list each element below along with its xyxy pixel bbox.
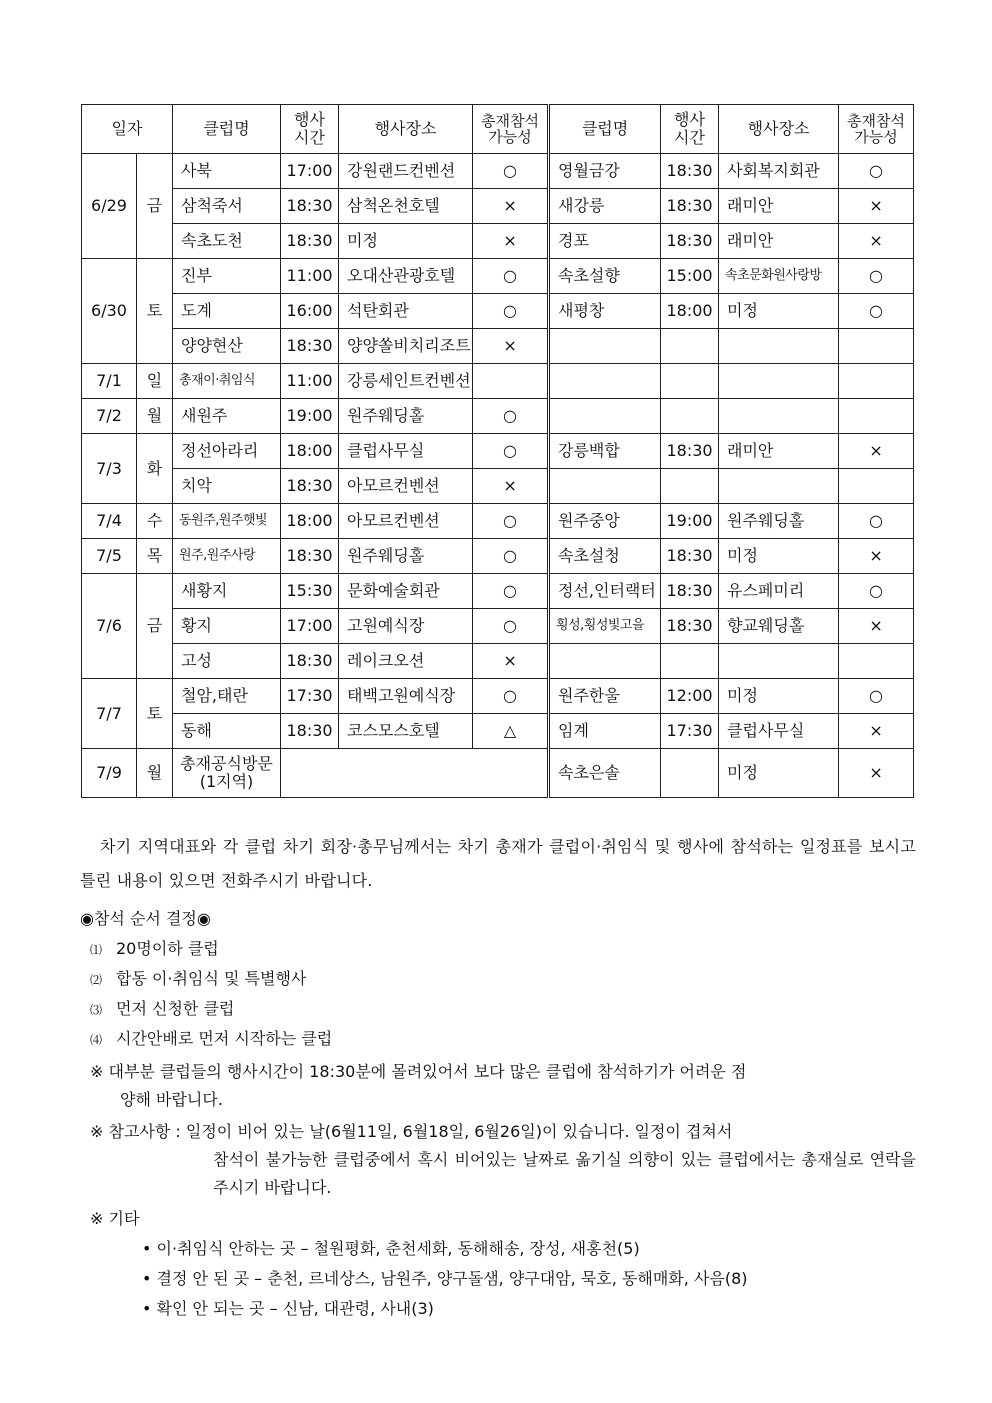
order-item: ⑵ 합동 이·취임식 및 특별행사: [90, 969, 307, 988]
club-cell: 새원주: [173, 399, 281, 434]
time-cell: 18:30: [661, 574, 719, 609]
time-cell: 15:00: [661, 259, 719, 294]
attendance-cell: ○: [473, 259, 549, 294]
attendance-cell: ○: [839, 259, 914, 294]
etc-title: ※ 기타: [90, 1209, 140, 1228]
club-cell: [549, 469, 661, 504]
club-cell: 정선,인터랙터: [549, 574, 661, 609]
attendance-cell: [839, 469, 914, 504]
club-cell: 도계: [173, 294, 281, 329]
club-cell: 경포: [549, 224, 661, 259]
header-club: 클럽명: [173, 105, 281, 154]
club-cell: 속초은솔: [549, 749, 661, 798]
venue-cell: [719, 364, 839, 399]
venue-cell: 양양쏠비치리조트: [339, 329, 473, 364]
attendance-cell: [839, 364, 914, 399]
date-cell: 7/3: [82, 434, 137, 504]
attendance-cell: ×: [839, 224, 914, 259]
club-cell: [549, 644, 661, 679]
venue-cell: 문화예술회관: [339, 574, 473, 609]
time-cell: 19:00: [661, 504, 719, 539]
venue-cell: 미정: [719, 539, 839, 574]
table-row: [82, 294, 914, 329]
attendance-cell: ○: [839, 574, 914, 609]
time-cell: 18:30: [661, 609, 719, 644]
table-row: [82, 259, 914, 294]
date-cell: 7/2: [82, 399, 137, 434]
time-cell: 18:30: [281, 329, 339, 364]
note-time-conflict: ※ 대부분 클럽들의 행사시간이 18:30분에 몰려있어서 보다 많은 클럽에 참석하기가 어려운 점 양해 바랍니다.: [90, 1062, 747, 1109]
day-cell: 월: [137, 749, 173, 798]
club-cell: 양양현산: [173, 329, 281, 364]
club-cell: 고성: [173, 644, 281, 679]
time-cell: 18:30: [281, 714, 339, 749]
venue-cell: 태백고원예식장: [339, 679, 473, 714]
club-cell: 정선아라리: [173, 434, 281, 469]
header-time: 행사 시간: [281, 105, 339, 154]
time-cell: 18:30: [281, 469, 339, 504]
header-date: 일자: [82, 105, 173, 154]
club-cell: 새황지: [173, 574, 281, 609]
table-row: [82, 644, 914, 679]
club-cell: 속초설향: [549, 259, 661, 294]
attendance-cell: ×: [473, 329, 549, 364]
empty-cell: [281, 749, 549, 798]
etc-item: • 확인 안 되는 곳 – 신남, 대관령, 사내(3): [142, 1299, 434, 1318]
table-row: [82, 434, 914, 469]
header-time-2: 행사 시간: [661, 105, 719, 154]
day-cell: 월: [137, 399, 173, 434]
table-row: [82, 329, 914, 364]
time-cell: 12:00: [661, 679, 719, 714]
order-item: ⑶ 먼저 신청한 클럽: [90, 999, 235, 1018]
table-row: [82, 679, 914, 714]
club-cell: [549, 399, 661, 434]
time-cell: 17:30: [661, 714, 719, 749]
time-cell: 18:30: [661, 224, 719, 259]
attendance-cell: ×: [839, 434, 914, 469]
club-cell: [549, 364, 661, 399]
notes-section: [80, 830, 916, 1324]
venue-cell: 클럽사무실: [719, 714, 839, 749]
time-cell: 18:30: [281, 224, 339, 259]
time-cell: 18:30: [661, 189, 719, 224]
attendance-cell: ○: [473, 294, 549, 329]
venue-cell: 원주웨딩홀: [339, 399, 473, 434]
day-cell: 금: [137, 574, 173, 679]
venue-cell: 아모르컨벤션: [339, 504, 473, 539]
attendance-cell: ×: [473, 469, 549, 504]
etc-item: • 이·취임식 안하는 곳 – 철원평화, 춘천세화, 동해해송, 장성, 새홍천(5): [142, 1239, 640, 1258]
etc-item: • 결정 안 된 곳 – 춘천, 르네상스, 남원주, 양구돌샘, 양구대암, 묵호, 동해매화, 사음(8): [142, 1269, 748, 1288]
venue-cell: 클럽사무실: [339, 434, 473, 469]
attendance-cell: ○: [473, 679, 549, 714]
date-cell: 6/29: [82, 154, 137, 259]
day-cell: 금: [137, 154, 173, 259]
venue-cell: [719, 469, 839, 504]
attendance-cell: ×: [839, 749, 914, 798]
order-title: ◉참석 순서 결정◉: [80, 909, 211, 928]
day-cell: 목: [137, 539, 173, 574]
venue-cell: 원주웨딩홀: [339, 539, 473, 574]
time-cell: 18:30: [661, 154, 719, 189]
attendance-cell: ×: [473, 189, 549, 224]
header-attendance-2: 총재참석 가능성: [839, 105, 914, 154]
attendance-cell: [839, 644, 914, 679]
club-cell: 강릉백합: [549, 434, 661, 469]
venue-cell: 미정: [719, 749, 839, 798]
header-venue: 행사장소: [339, 105, 473, 154]
venue-cell: 미정: [719, 679, 839, 714]
attendance-cell: ○: [839, 294, 914, 329]
attendance-cell: ○: [839, 504, 914, 539]
attendance-cell: ○: [473, 574, 549, 609]
time-cell: 18:00: [281, 504, 339, 539]
time-cell: 16:00: [281, 294, 339, 329]
attendance-cell: △: [473, 714, 549, 749]
venue-cell: 래미안: [719, 224, 839, 259]
header-venue-2: 행사장소: [719, 105, 839, 154]
venue-cell: 미정: [339, 224, 473, 259]
intro-paragraph: 차기 지역대표와 각 클럽 차기 회장·총무님께서는 차기 총재가 클럽이·취임식 및 행사에 참석하는 일정표를 보시고 틀린 내용이 있으면 전화주시기 바랍니다.: [80, 837, 916, 890]
time-cell: 18:30: [661, 539, 719, 574]
attendance-cell: ○: [839, 679, 914, 714]
day-cell: 토: [137, 259, 173, 364]
venue-cell: 고원예식장: [339, 609, 473, 644]
header-club-2: 클럽명: [549, 105, 661, 154]
time-cell: 11:00: [281, 259, 339, 294]
table-row: [82, 469, 914, 504]
time-cell: 11:00: [281, 364, 339, 399]
table-row: [82, 154, 914, 189]
table-row: [82, 574, 914, 609]
time-cell: 18:30: [281, 644, 339, 679]
attendance-cell: [839, 399, 914, 434]
club-cell: [549, 329, 661, 364]
club-cell: 철암,태란: [173, 679, 281, 714]
time-cell: 19:00: [281, 399, 339, 434]
time-cell: 18:30: [281, 539, 339, 574]
attendance-cell: ○: [473, 154, 549, 189]
club-cell: 새평창: [549, 294, 661, 329]
header-attendance: 총재참석 가능성: [473, 105, 549, 154]
club-cell: 영월금강: [549, 154, 661, 189]
club-cell: 속초도천: [173, 224, 281, 259]
order-item: ⑴ 20명이하 클럽: [90, 939, 219, 958]
time-cell: [661, 399, 719, 434]
club-cell: 진부: [173, 259, 281, 294]
venue-cell: 속초문화원사랑방: [719, 259, 839, 294]
venue-cell: 유스페미리: [719, 574, 839, 609]
venue-cell: 삼척온천호텔: [339, 189, 473, 224]
table-row: [82, 224, 914, 259]
venue-cell: 래미안: [719, 434, 839, 469]
club-cell: 임계: [549, 714, 661, 749]
date-cell: 7/4: [82, 504, 137, 539]
club-cell: 황지: [173, 609, 281, 644]
attendance-cell: ○: [473, 609, 549, 644]
date-cell: 7/1: [82, 364, 137, 399]
club-cell: 삼척죽서: [173, 189, 281, 224]
venue-cell: 레이크오션: [339, 644, 473, 679]
table-header-row: [82, 105, 914, 154]
table-row: [82, 189, 914, 224]
venue-cell: 강릉세인트컨벤션: [339, 364, 473, 399]
attendance-cell: ×: [839, 609, 914, 644]
club-cell: 사북: [173, 154, 281, 189]
attendance-cell: ○: [473, 399, 549, 434]
attendance-cell: [473, 364, 549, 399]
day-cell: 수: [137, 504, 173, 539]
note-reference: ※ 참고사항 : 일정이 비어 있는 날(6월11일, 6월18일, 6월26일)이 있습니다. 일정이 겹쳐서 참석이 불가능한 클럽중에서 혹시 비어있는 날짜로 옮기실 의향이 있는 클럽에서는 총재실로 연락을 주시기 바랍니다.: [90, 1122, 916, 1197]
attendance-cell: ×: [473, 224, 549, 259]
club-cell: 치악: [173, 469, 281, 504]
table-row: [82, 609, 914, 644]
time-cell: 18:30: [661, 434, 719, 469]
table-row: [82, 749, 914, 798]
time-cell: [661, 749, 719, 798]
venue-cell: 사회복지회관: [719, 154, 839, 189]
table-row: [82, 364, 914, 399]
attendance-cell: ○: [473, 539, 549, 574]
time-cell: [661, 329, 719, 364]
attendance-cell: ○: [839, 154, 914, 189]
venue-cell: 미정: [719, 294, 839, 329]
time-cell: 18:30: [281, 189, 339, 224]
date-cell: 7/6: [82, 574, 137, 679]
time-cell: 18:00: [661, 294, 719, 329]
time-cell: 17:00: [281, 609, 339, 644]
club-cell: 총재이·취임식: [173, 364, 281, 399]
club-cell: 동원주,원주햇빛: [173, 504, 281, 539]
club-cell: 원주중앙: [549, 504, 661, 539]
venue-cell: 강원랜드컨벤션: [339, 154, 473, 189]
venue-cell: 코스모스호텔: [339, 714, 473, 749]
day-cell: 토: [137, 679, 173, 749]
venue-cell: [719, 399, 839, 434]
venue-cell: 래미안: [719, 189, 839, 224]
time-cell: 18:00: [281, 434, 339, 469]
attendance-cell: ○: [473, 434, 549, 469]
venue-cell: 원주웨딩홀: [719, 504, 839, 539]
date-cell: 7/7: [82, 679, 137, 749]
date-cell: 7/5: [82, 539, 137, 574]
table-row: [82, 539, 914, 574]
order-item: ⑷ 시간안배로 먼저 시작하는 클럽: [90, 1029, 333, 1048]
attendance-cell: ×: [839, 714, 914, 749]
club-cell: 속초설청: [549, 539, 661, 574]
time-cell: [661, 469, 719, 504]
time-cell: 17:00: [281, 154, 339, 189]
schedule-table: [81, 104, 914, 798]
date-cell: 6/30: [82, 259, 137, 364]
attendance-cell: ○: [473, 504, 549, 539]
club-cell: 원주한울: [549, 679, 661, 714]
venue-cell: 석탄회관: [339, 294, 473, 329]
attendance-cell: ×: [839, 189, 914, 224]
club-cell: 동해: [173, 714, 281, 749]
venue-cell: 아모르컨벤션: [339, 469, 473, 504]
time-cell: 17:30: [281, 679, 339, 714]
time-cell: [661, 644, 719, 679]
table-row: [82, 504, 914, 539]
day-cell: 화: [137, 434, 173, 504]
time-cell: 15:30: [281, 574, 339, 609]
time-cell: [661, 364, 719, 399]
official-visit-cell: 총재공식방문 (1지역): [173, 749, 281, 798]
club-cell: 횡성,횡성빛고을: [549, 609, 661, 644]
attendance-cell: [839, 329, 914, 364]
date-cell: 7/9: [82, 749, 137, 798]
table-row: [82, 714, 914, 749]
venue-cell: [719, 329, 839, 364]
venue-cell: [719, 644, 839, 679]
day-cell: 일: [137, 364, 173, 399]
attendance-cell: ×: [473, 644, 549, 679]
club-cell: 원주,원주사랑: [173, 539, 281, 574]
table-row: [82, 399, 914, 434]
venue-cell: 향교웨딩홀: [719, 609, 839, 644]
club-cell: 새강릉: [549, 189, 661, 224]
venue-cell: 오대산관광호텔: [339, 259, 473, 294]
attendance-cell: ×: [839, 539, 914, 574]
